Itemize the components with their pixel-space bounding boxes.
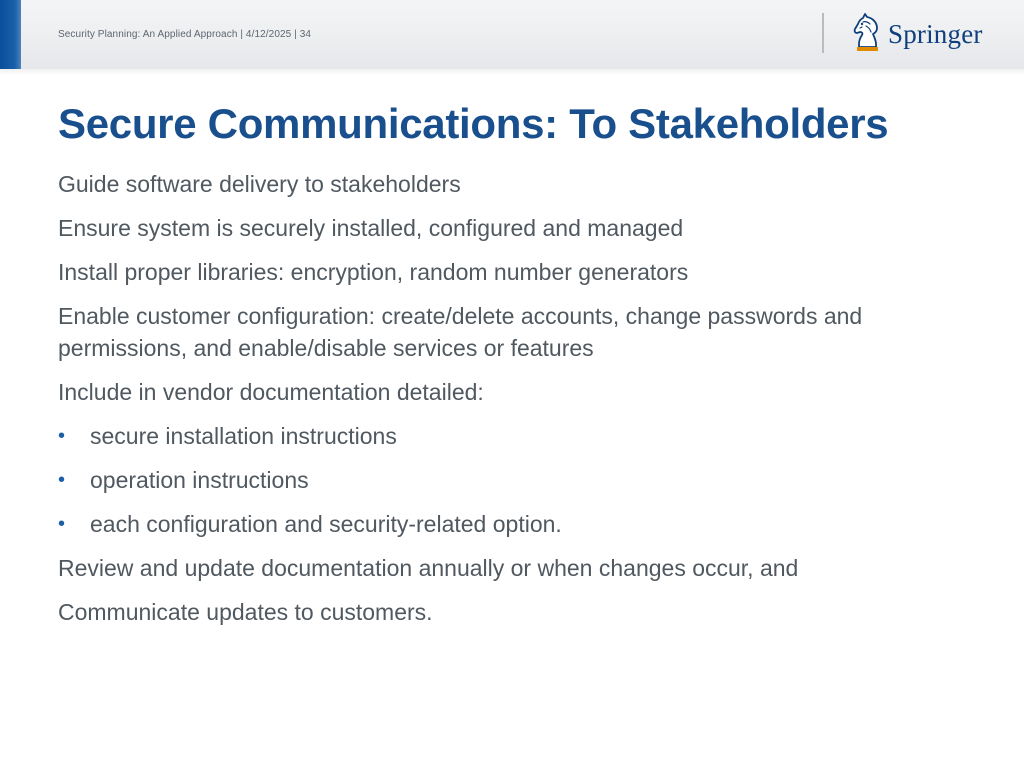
bullet-text: secure installation instructions <box>90 423 397 449</box>
header-accent-strip <box>0 0 21 69</box>
bullet-icon: • <box>58 425 66 447</box>
bullet-text: each configuration and security-related option. <box>90 511 562 537</box>
bullet-item <box>58 464 958 496</box>
slide-title: Secure Communications: To Stakeholders <box>58 100 889 147</box>
body-line: Guide software delivery to stakeholders <box>58 171 461 197</box>
header-shadow <box>0 69 1024 75</box>
body-line: Install proper libraries: encryption, random number generators <box>58 259 689 285</box>
closing-line: Review and update documentation annually or when changes occur, and <box>58 555 799 581</box>
body-line: Include in vendor documentation detailed: <box>58 379 484 405</box>
bullet-icon: • <box>58 513 66 535</box>
bullet-item <box>58 508 958 540</box>
bullet-icon: • <box>58 469 66 491</box>
bullet-text: operation instructions <box>90 467 309 493</box>
slide-info: Security Planning: An Applied Approach | 4/12/2025 | 34 <box>58 29 312 40</box>
logo-text: Springer <box>888 18 983 49</box>
springer-logo <box>850 12 983 54</box>
slide-body <box>58 168 958 640</box>
bullet-item <box>58 420 958 452</box>
body-line: Enable customer configuration: create/delete accounts, change passwords and permissions, and enable/disable services or features <box>58 303 863 361</box>
closing-line: Communicate updates to customers. <box>58 599 433 625</box>
body-line: Ensure system is securely installed, configured and managed <box>58 215 684 241</box>
knight-horse-icon <box>850 13 884 53</box>
header-divider <box>822 13 824 53</box>
